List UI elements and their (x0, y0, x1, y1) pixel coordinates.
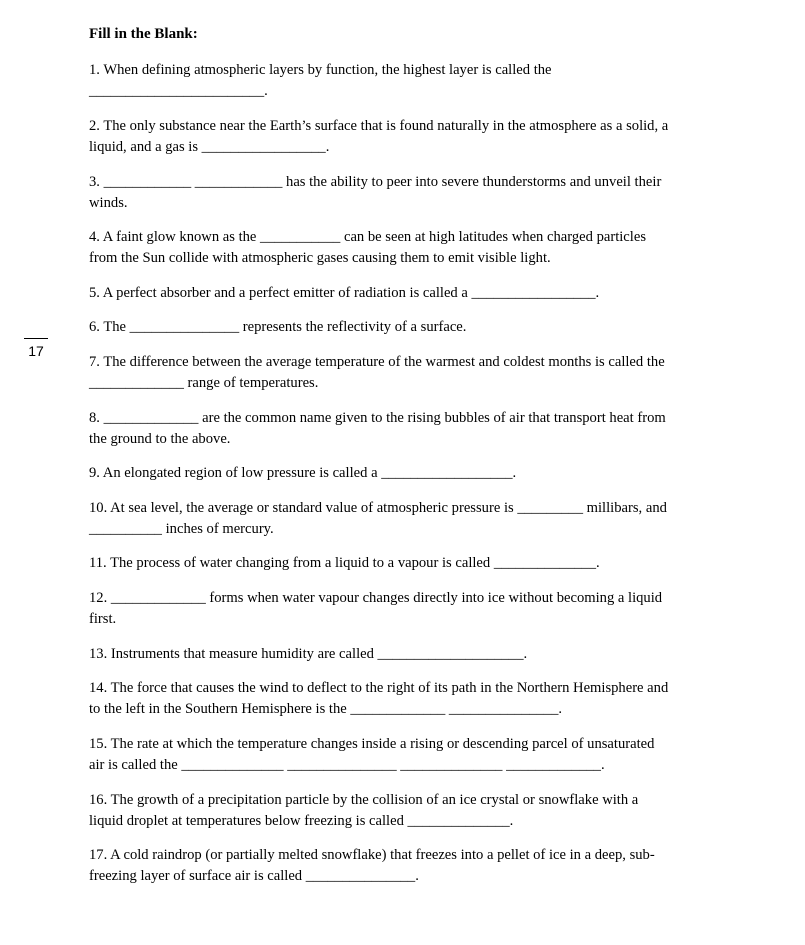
section-heading: Fill in the Blank: (89, 26, 198, 42)
question-1-line2: ________________________. (89, 83, 268, 99)
question-10-line2: __________ inches of mercury. (89, 521, 274, 537)
question-9 (89, 463, 734, 484)
score-box (24, 338, 48, 359)
question-8-line2: the ground to the above. (89, 431, 231, 447)
question-17-line2: freezing layer of surface air is called _______________. (89, 868, 419, 884)
question-12-line2: first. (89, 611, 117, 627)
question-15-line1: 15. The rate at which the temperature changes inside a rising or descending parcel of unsaturated (89, 736, 655, 752)
question-6 (89, 317, 734, 338)
question-13 (89, 644, 734, 665)
question-10 (89, 498, 734, 540)
question-14-line2: to the left in the Southern Hemisphere is the _____________ _______________. (89, 701, 563, 717)
score-total: 17 (28, 343, 44, 359)
question-13-line1: 13. Instruments that measure humidity are called ____________________. (89, 646, 528, 662)
question-4 (89, 227, 734, 269)
question-1 (89, 60, 734, 102)
question-12-line1: 12. _____________ forms when water vapour changes directly into ice without becoming a liquid (89, 590, 663, 606)
question-2-line1: 2. The only substance near the Earth’s surface that is found naturally in the atmosphere as a solid, a (89, 118, 669, 134)
question-17 (89, 845, 734, 887)
question-6-line1: 6. The _______________ represents the reflectivity of a surface. (89, 319, 467, 335)
question-16-line1: 16. The growth of a precipitation particle by the collision of an ice crystal or snowflake with a (89, 792, 639, 808)
question-5 (89, 283, 734, 304)
question-16-line2: liquid droplet at temperatures below freezing is called ______________. (89, 813, 514, 829)
question-15 (89, 734, 734, 776)
question-9-line1: 9. An elongated region of low pressure is called a __________________. (89, 465, 517, 481)
question-14 (89, 678, 734, 720)
question-8-line1: 8. _____________ are the common name given to the rising bubbles of air that transport heat from (89, 410, 666, 426)
question-12 (89, 588, 734, 630)
question-3-line2: winds. (89, 195, 128, 211)
question-3-line1: 3. ____________ ____________ has the ability to peer into severe thunderstorms and unveil their (89, 174, 662, 190)
question-2-line2: liquid, and a gas is _________________. (89, 139, 330, 155)
question-7-line1: 7. The difference between the average temperature of the warmest and coldest months is called the (89, 354, 665, 370)
question-7 (89, 352, 734, 394)
question-1-line1: 1. When defining atmospheric layers by function, the highest layer is called the (89, 62, 552, 78)
question-14-line1: 14. The force that causes the wind to deflect to the right of its path in the Northern Hemisphere and (89, 680, 669, 696)
question-5-line1: 5. A perfect absorber and a perfect emitter of radiation is called a _________________. (89, 285, 600, 301)
question-3 (89, 172, 734, 214)
question-15-line2: air is called the ______________ _______________ ______________ _____________. (89, 757, 605, 773)
question-10-line1: 10. At sea level, the average or standard value of atmospheric pressure is _________ millibars, and (89, 500, 667, 516)
question-17-line1: 17. A cold raindrop (or partially melted snowflake) that freezes into a pellet of ice in a deep, sub- (89, 847, 655, 863)
question-16 (89, 790, 734, 832)
question-11-line1: 11. The process of water changing from a liquid to a vapour is called ______________. (89, 555, 600, 571)
question-8 (89, 408, 734, 450)
question-7-line2: _____________ range of temperatures. (89, 375, 319, 391)
question-11 (89, 553, 734, 574)
question-4-line1: 4. A faint glow known as the ___________ can be seen at high latitudes when charged particles (89, 229, 646, 245)
question-2 (89, 116, 734, 158)
score-blank-line (24, 338, 48, 339)
question-4-line2: from the Sun collide with atmospheric gases causing them to emit visible light. (89, 250, 551, 266)
